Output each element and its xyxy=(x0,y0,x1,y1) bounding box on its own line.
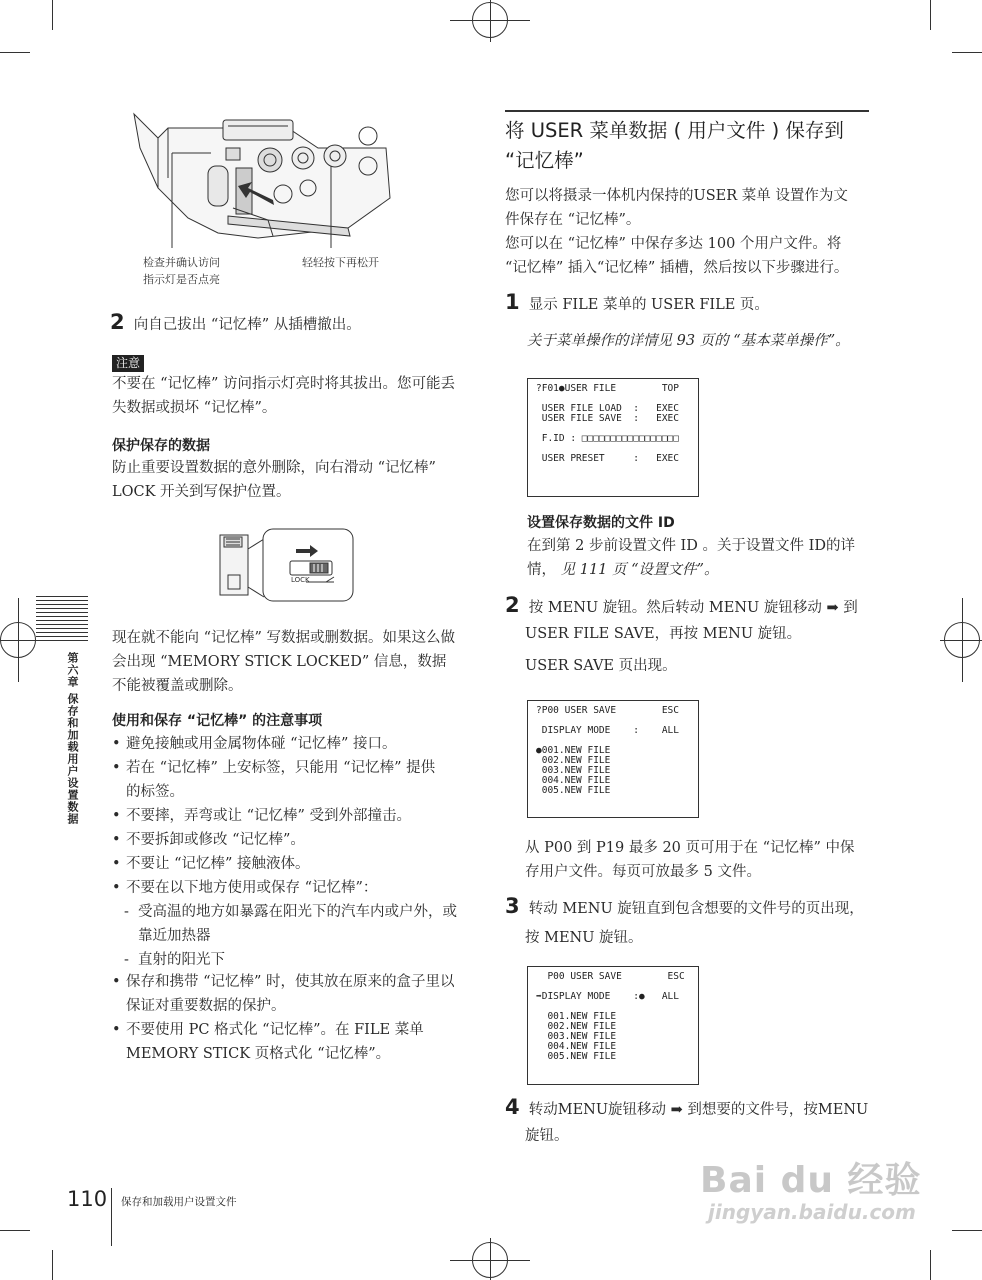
list-item: - 受高温的地方如暴露在阳光下的汽车内或户外，或 靠近加热器 xyxy=(112,900,484,948)
precautions-list-2 xyxy=(112,970,484,1066)
step-3 xyxy=(505,894,875,921)
camera-slot-illustration xyxy=(128,108,398,248)
step-2-cont: USER FILE SAVE，再按 MENU 旋钮。 xyxy=(525,626,802,642)
step-text: 向自己拔出 “记忆棒” 从插槽撤出。 xyxy=(133,317,361,333)
step-1 xyxy=(505,290,769,317)
note-text: 不要在 “记忆棒” 访问指示灯亮时将其拔出。您可能丢 失数据或损坏 “记忆棒”。 xyxy=(112,376,456,416)
menu-screen-user-save: ?P00 USER SAVE ESC DISPLAY MODE : ALL ●001.NEW FILE 002.NEW FILE 003.NEW FILE 004.NEW FILE 005.NEW FILE xyxy=(527,700,699,818)
lock-effect-text: 现在就不能向 “记忆棒” 写数据或删数据。如果这么做 会出现 “MEMORY STICK LOCKED” 信息，数据 不能被覆盖或删除。 xyxy=(112,630,456,694)
step-text: 转动 MENU 旋钮直到包含想要的文件号的页出现， xyxy=(528,901,864,917)
list-item: • 不要摔，弄弯或让 “记忆棒” 受到外部撞击。 xyxy=(112,804,484,828)
menu-screen-user-file: ?F01●USER FILE TOP USER FILE LOAD : EXEC USER FILE SAVE : EXEC F.ID : □□□□□□□□□□□□□□□□□ USER PRESET : EXEC xyxy=(527,378,699,497)
section-title: 将 USER 菜单数据 ( 用户文件 ) 保存到 “记忆棒” xyxy=(505,119,844,172)
step-number: 3 xyxy=(505,894,520,918)
step-text: 显示 FILE 菜单的 USER FILE 页。 xyxy=(528,297,769,313)
crop-mark-tr-h xyxy=(952,52,982,53)
section-intro: 您可以将摄录一体机内保持的USER 菜单 设置作为文 件保存在 “记忆棒”。 您可以在 “记忆棒” 中保存多达 100 个用户文件。将 “记忆棒” 插入“记忆棒” 插槽，然后按以下步骤进行。 xyxy=(505,188,849,276)
step-number: 1 xyxy=(505,290,520,314)
watermark-url: jingyan.baidu.com xyxy=(708,1200,916,1224)
crop-mark-br-v xyxy=(930,1250,931,1280)
crop-mark-bl-h xyxy=(0,1230,30,1231)
step-number: 4 xyxy=(505,1095,520,1119)
crop-mark-bl-v xyxy=(52,1250,53,1280)
step-2-result: USER SAVE 页出现。 xyxy=(525,658,677,674)
footer-title: 保存和加载用户设置文件 xyxy=(121,1196,237,1208)
lock-switch-illustration xyxy=(218,527,356,603)
list-item: • 不要让 “记忆棒” 接触液体。 xyxy=(112,852,484,876)
list-item: - 直射的阳光下 xyxy=(112,948,484,972)
step-number: 2 xyxy=(505,593,520,617)
step-text: 按 MENU 旋钮。然后转动 MENU 旋钮移动 ➡ 到 xyxy=(528,600,858,616)
list-item: • 若在 “记忆棒” 上安标签，只能用 “记忆棒” 提供 的标签。 xyxy=(112,756,484,804)
protect-text: 防止重要设置数据的意外删除，向右滑动 “记忆棒” LOCK 开关到写保护位置。 xyxy=(112,460,436,500)
list-item: • 不要在以下地方使用或保存 “记忆棒”： xyxy=(112,876,484,900)
list-item: • 避免接触或用金属物体碰 “记忆棒” 接口。 xyxy=(112,732,484,756)
chapter-tab-lines xyxy=(36,596,88,642)
callout-press-release: 轻轻按下再松开 xyxy=(302,256,379,269)
step-2 xyxy=(505,593,875,620)
crop-mark-br-h xyxy=(952,1230,982,1231)
step-3-cont: 按 MENU 旋钮。 xyxy=(525,930,643,946)
step-number: 2 xyxy=(110,310,125,334)
chapter-tab: 第六章 保存和加载用户设置数据 xyxy=(66,652,79,825)
crop-mark-tr-v xyxy=(930,0,931,30)
section-top-rule xyxy=(505,110,869,112)
lock-label: LOCK xyxy=(291,576,310,584)
step-4 xyxy=(505,1095,875,1122)
crop-mark-tl-v xyxy=(52,0,53,30)
menu-screen-user-save-select: P00 USER SAVE ESC ➡DISPLAY MODE :● ALL 001.NEW FILE 002.NEW FILE 003.NEW FILE 004.NEW FILE 005.NEW FILE xyxy=(527,966,699,1085)
crop-mark-tl-h xyxy=(0,52,30,53)
precautions-heading: 使用和保存 “记忆棒” 的注意事项 xyxy=(112,713,323,729)
footer-divider xyxy=(111,1188,112,1246)
list-item: • 不要拆卸或修改 “记忆棒”。 xyxy=(112,828,484,852)
left-step-2 xyxy=(110,310,361,337)
file-id-text: 在到第 2 步前设置文件 ID 。关于设置文件 ID的详 情， 见 111 页 “设置文件”。 xyxy=(527,538,855,578)
precautions-list xyxy=(112,732,484,900)
list-item: • 不要使用 PC 格式化 “记忆棒”。在 FILE 菜单 MEMORY STICK 页格式化 “记忆棒”。 xyxy=(112,1018,484,1066)
note-label: 注意 xyxy=(112,355,144,372)
callout-access-indicator: 检查并确认访问 指示灯是否点亮 xyxy=(143,256,220,286)
precautions-sublist xyxy=(112,900,484,972)
watermark-brand: Bai du 经验 xyxy=(700,1160,922,1201)
pages-note: 从 P00 到 P19 最多 20 页可用于在 “记忆棒” 中保 存用户文件。每页可放最多 5 文件。 xyxy=(525,840,855,880)
page-number: 110 xyxy=(67,1187,108,1211)
protect-heading: 保护保存的数据 xyxy=(112,438,210,454)
list-item: • 保存和携带 “记忆棒” 时，使其放在原来的盒子里以 保证对重要数据的保护。 xyxy=(112,970,484,1018)
step-4-cont: 旋钮。 xyxy=(525,1128,569,1144)
file-id-heading: 设置保存数据的文件 ID xyxy=(527,515,675,531)
menu-reference: 关于菜单操作的详情见 93 页的 “基本菜单操作”。 xyxy=(527,333,850,349)
step-text: 转动MENU旋钮移动 ➡ 到想要的文件号，按MENU xyxy=(528,1102,869,1118)
